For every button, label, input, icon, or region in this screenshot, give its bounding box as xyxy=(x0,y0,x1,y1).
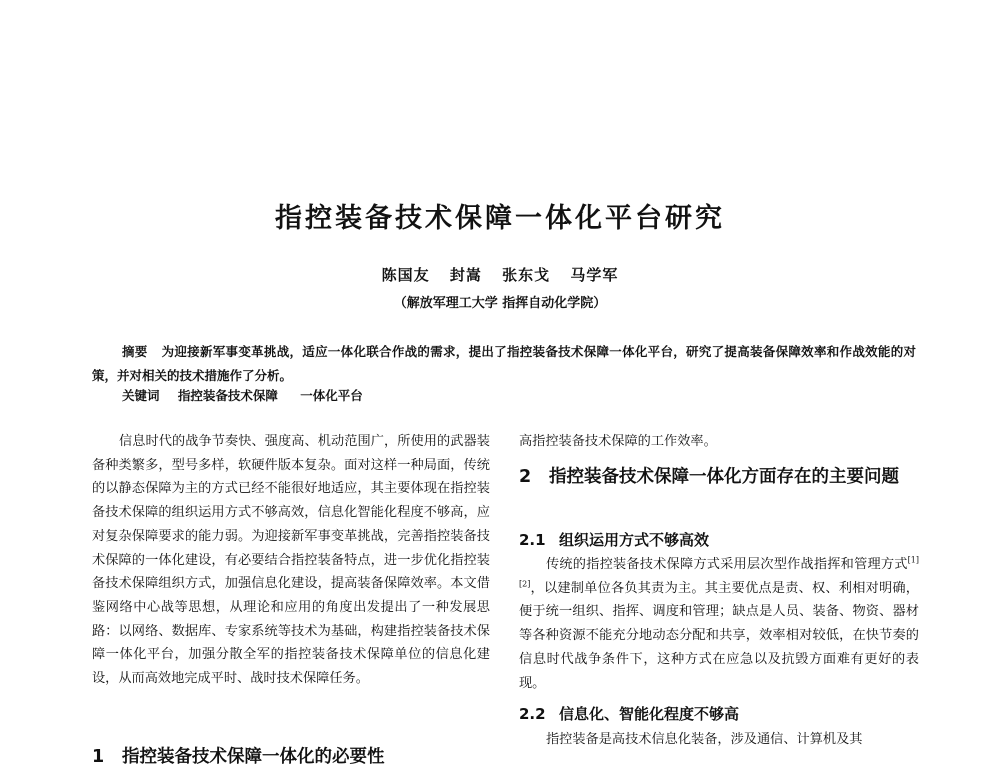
subsection-2-1-title: 组织运用方式不够高效 xyxy=(559,531,710,549)
paper-title: 指控装备技术保障一体化平台研究 xyxy=(275,203,725,234)
abstract-text: 为迎接新军事变革挑战，适应一体化联合作战的需求，提出了指控装备技术保障一体化平台，研究了提高装备保障效率和作战效能的对策，并对相关的技术措施作了分析。 xyxy=(92,344,916,383)
subsection-2-1-paragraph xyxy=(519,553,919,695)
abstract xyxy=(92,340,916,388)
section-2-title: 指控装备技术保障一体化方面存在的主要问题 xyxy=(549,467,899,487)
author-list: 陈国友 封嵩 张东戈 马学军 xyxy=(381,266,619,284)
section-2-number: 2 xyxy=(519,467,532,487)
abstract-label: 摘要 xyxy=(122,344,148,359)
subsection-2-2-number: 2.2 xyxy=(519,705,546,723)
citation-refs: [1][2] xyxy=(519,555,919,589)
section-1-number: 1 xyxy=(92,747,105,767)
keyword-item: 一体化平台 xyxy=(300,388,363,403)
section-1-heading xyxy=(92,743,385,768)
keywords xyxy=(122,386,381,404)
subsection-2-1-text-b: ，以建制单位各负其责为主。其主要优点是责、权、利相对明确，便于统一组织、指挥、调度和管理；缺点是人员、装备、物资、器材等各种资源不能充分地动态分配和共享，效率相对较低，在快节奏的信息时代战争条件下，这种方式在应急以及抗毁方面难有更好的表现。 xyxy=(519,580,919,691)
subsection-2-2-paragraph: 指控装备是高技术信息化装备，涉及通信、计算机及其 xyxy=(546,732,863,747)
keyword-item: 指控装备技术保障 xyxy=(177,388,278,403)
section-2-heading xyxy=(519,464,924,491)
affiliation: （解放军理工大学 指挥自动化学院） xyxy=(393,296,607,311)
subsection-2-2-heading xyxy=(519,703,739,724)
subsection-2-1-heading xyxy=(519,529,709,550)
subsection-2-1-text-a: 传统的指控装备技术保障方式采用层次型作战指挥和管理方式 xyxy=(546,557,908,572)
continued-text: 高指控装备技术保障的工作效率。 xyxy=(519,434,717,449)
subsection-2-1-number: 2.1 xyxy=(519,531,546,549)
left-column xyxy=(92,430,490,691)
intro-paragraph: 信息时代的战争节奏快、强度高、机动范围广，所使用的武器装备种类繁多，型号多样，软硬件版本复杂。面对这样一种局面，传统的以静态保障为主的方式已经不能很好地适应，其主要体现在指控装备技术保障的组织运用方式不够高效，信息化智能化程度不够高，应对复杂保障要求的能力弱。为迎接新军事变革挑战，完善指控装备技术保障的一体化建设，有必要结合指控装备特点，进一步优化指控装备技术保障组织方式，加强信息化建设，提高装备保障效率。本文借鉴网络中心战等思想，从理论和应用的角度出发提出了一种发展思路：以网络、数据库、专家系统等技术为基础，构建指控装备技术保障一体化平台，加强分散全军的指控装备技术保障单位的信息化建设，从而高效地完成平时、战时技术保障任务。 xyxy=(92,434,490,687)
subsection-2-2-title: 信息化、智能化程度不够高 xyxy=(559,705,740,723)
section-1-title: 指控装备技术保障一体化的必要性 xyxy=(122,747,385,767)
keywords-label: 关键词 xyxy=(122,388,160,403)
